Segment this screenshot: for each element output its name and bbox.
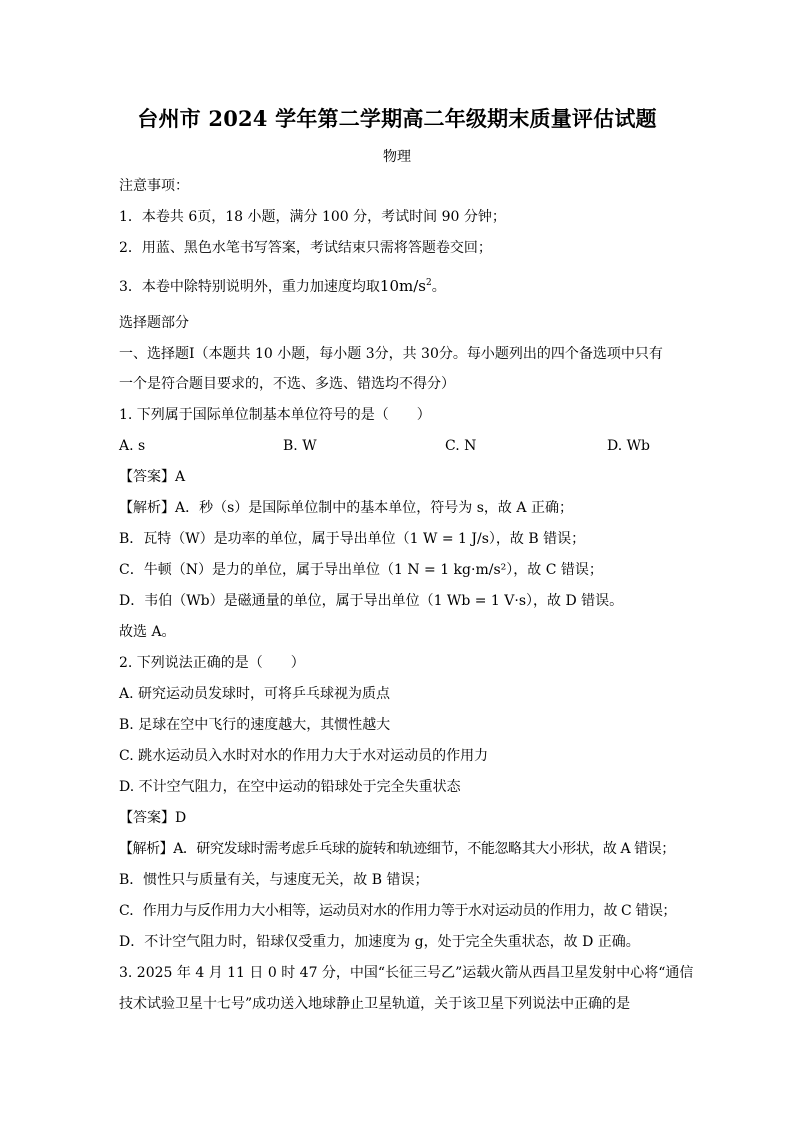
note-item-2: 2．用蓝、黑色水笔书写答案，考试结束只需将答题卷交回； <box>119 240 492 256</box>
q1-conclusion: 故选 A。 <box>119 624 176 640</box>
q2-analysis-line-1: 【解析】A．研究发球时需考虑乒乓球的旋转和轨迹细节，不能忽略其大小形状，故 A 错误； <box>119 841 675 857</box>
q2-stem: 2. 下列说法正确的是（ ） <box>119 655 305 671</box>
q2-option-d: D. 不计空气阻力，在空中运动的铅球处于完全失重状态 <box>119 779 461 795</box>
q1-option-a: A. s <box>119 438 146 454</box>
q1-analysis-line-2: B．瓦特（W）是功率的单位，属于导出单位（1 W = 1 J/s），故 B 错误； <box>119 531 586 547</box>
section-intro-line-2: 一个是符合题目要求的，不选、多选、错选均不得分） <box>119 376 455 392</box>
q1-answer: 【答案】A <box>119 469 186 485</box>
gravity-formula-exponent: 2 <box>425 278 432 288</box>
q2-analysis-line-4: D．不计空气阻力时，铅球仅受重力，加速度为 g，处于完全失重状态，故 D 正确。 <box>119 934 640 950</box>
note-item-1: 1．本卷共 6页，18 小题，满分 100 分，考试时间 90 分钟； <box>119 209 506 225</box>
q2-option-a: A. 研究运动员发球时，可将乒乓球视为质点 <box>119 686 391 702</box>
q1-analysis-line-4: D．韦伯（Wb）是磁通量的单位，属于导出单位（1 Wb = 1 V·s），故 D 错误。 <box>119 593 624 609</box>
q3-stem-line-1: 3. 2025 年 4 月 11 日 0 时 47 分，中国“长征三号乙”运载火箭从西昌卫星发射中心将“通信 <box>119 965 694 981</box>
notes-heading: 注意事项： <box>119 178 189 194</box>
q1-option-d: D. Wb <box>607 438 650 454</box>
q2-analysis-line-3: C．作用力与反作用力大小相等，运动员对水的作用力等于水对运动员的作用力，故 C 错误； <box>119 903 676 919</box>
exam-title: 台州市 2024 学年第二学期高二年级期末质量评估试题 <box>137 106 657 131</box>
subject-label: 物理 <box>383 149 411 165</box>
gravity-formula: 10m/s <box>379 277 426 295</box>
note-item-3-text: 3．本卷中除特别说明外，重力加速度均取 <box>119 279 380 295</box>
q2-option-c: C. 跳水运动员入水时对水的作用力大于水对运动员的作用力 <box>119 748 489 764</box>
part-heading: 选择题部分 <box>119 315 189 331</box>
section-intro-line-1: 一、选择题Ⅰ（本题共 10 小题，每小题 3分，共 30分。每小题列出的四个备选项中只有 <box>119 346 663 362</box>
note-item-3 <box>119 277 446 296</box>
q2-answer: 【答案】D <box>119 810 187 826</box>
q1-option-c: C. N <box>445 438 477 454</box>
q3-stem-line-2: 技术试验卫星十七号”成功送入地球静止卫星轨道，关于该卫星下列说法中正确的是 <box>119 996 631 1012</box>
q1-analysis-line-1: 【解析】A．秒（s）是国际单位制中的基本单位，符号为 s，故 A 正确； <box>119 500 573 516</box>
q1-option-b: B. W <box>283 438 317 454</box>
q1-stem: 1. 下列属于国际单位制基本单位符号的是（ ） <box>119 407 431 423</box>
q1-analysis-line-3: C．牛顿（N）是力的单位，属于导出单位（1 N = 1 kg·m/s²），故 C 错误； <box>119 562 603 578</box>
q2-analysis-line-2: B．惯性只与质量有关，与速度无关，故 B 错误； <box>119 872 429 888</box>
note-item-3-end: 。 <box>431 279 446 295</box>
q2-option-b: B. 足球在空中飞行的速度越大，其惯性越大 <box>119 717 391 733</box>
